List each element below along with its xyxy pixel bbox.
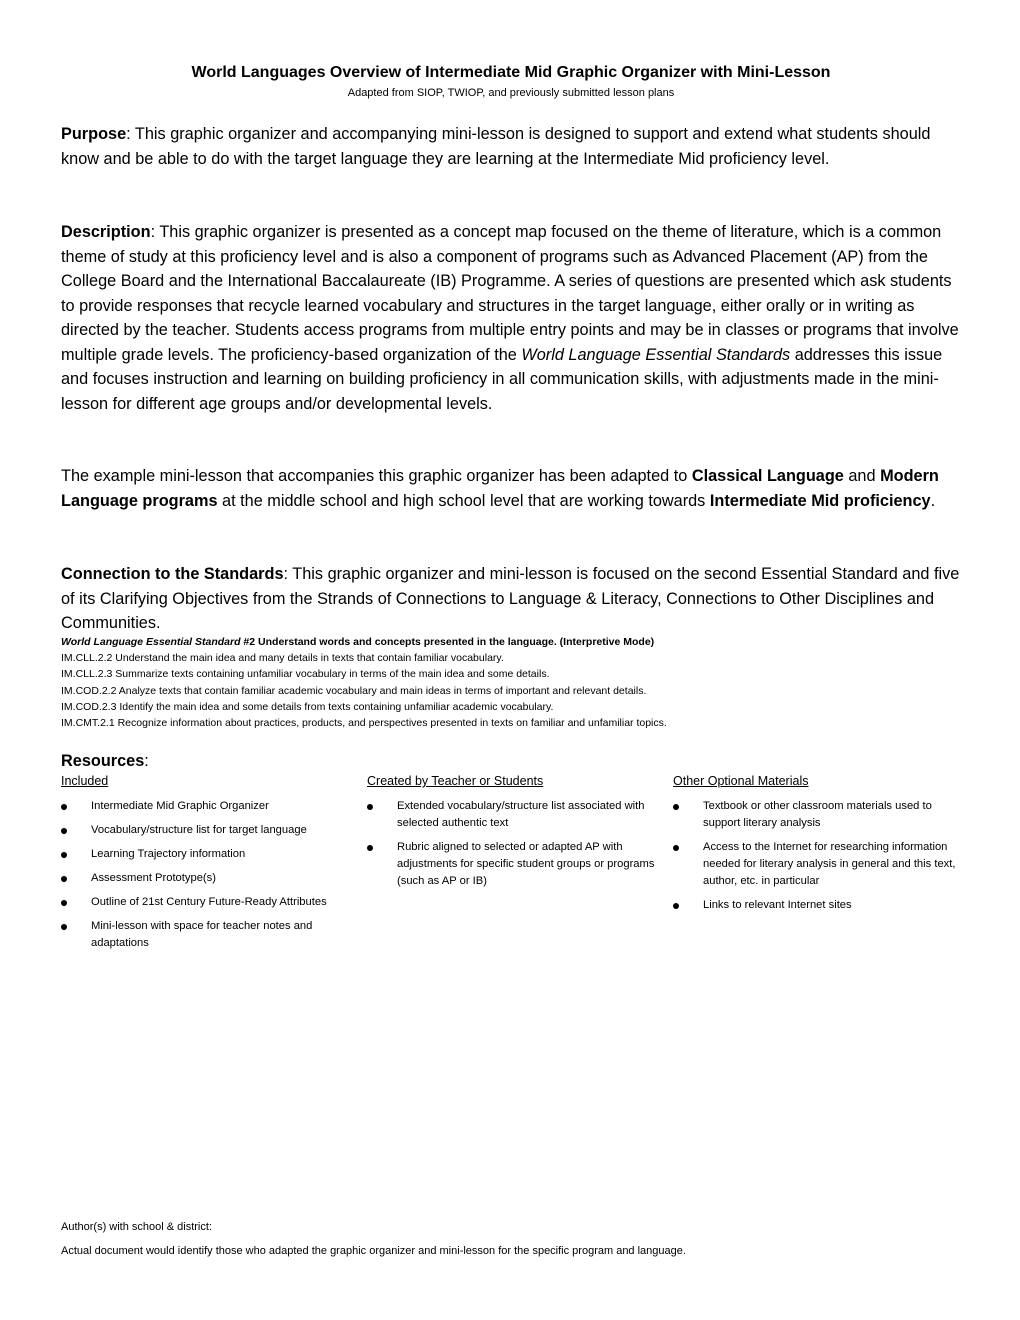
list-item (61, 798, 351, 815)
bullet-icon (61, 924, 67, 930)
objective-line: IM.COD.2.2 Analyze texts that contain familiar academic vocabulary and main ideas in terms of important and relevant details. (61, 684, 647, 697)
list-item (673, 839, 963, 890)
bullet-icon (673, 845, 679, 851)
bullet-icon (61, 828, 67, 834)
bullet-icon (673, 903, 679, 909)
list-item-text: Extended vocabulary/structure list associated with selected authentic text (397, 800, 645, 829)
resources-label: Resources (61, 752, 145, 770)
example-paragraph (61, 464, 961, 513)
connection-label: Connection to the Standards (61, 565, 284, 583)
list-item-text: Outline of 21st Century Future-Ready Attributes (91, 896, 327, 908)
purpose-paragraph (61, 122, 961, 171)
column-heading: Created by Teacher or Students (367, 774, 544, 788)
standard-bold: #2 Understand words and concepts presented in the language. (Interpretive Mode) (240, 636, 655, 648)
optional-list (673, 798, 963, 914)
connection-paragraph (61, 562, 961, 636)
classical-language-bold: Classical Language (691, 467, 844, 485)
column-heading: Other Optional Materials (673, 774, 809, 788)
standard-italic: World Language Essential Standard (61, 636, 241, 648)
description-paragraph (61, 220, 961, 416)
resources-column-included (61, 772, 351, 959)
list-item-text: Access to the Internet for researching information needed for literary analysis in general and this text, author, etc. in particular (703, 841, 956, 887)
resources-column-optional (673, 772, 963, 921)
list-item-text: Vocabulary/structure list for target language (91, 824, 307, 836)
bullet-icon (367, 804, 373, 810)
bullet-icon (367, 845, 373, 851)
description-text-2: addresses this issue and focuses instruction and learning on building proficiency in all communication skills, with adjustments made in the mini-lesson for different age groups and/or developmental levels. (61, 345, 943, 413)
list-item-text: Intermediate Mid Graphic Organizer (91, 800, 269, 812)
objective-line: IM.CLL.2.3 Summarize texts containing unfamiliar vocabulary in terms of the main idea and some details. (61, 668, 550, 681)
bullet-icon (61, 852, 67, 858)
list-item-text: Links to relevant Internet sites (703, 899, 852, 911)
list-item (673, 897, 963, 914)
description-text-1: : This graphic organizer is presented as a concept map focused on the theme of literature, which is a common theme of study at this proficiency level and is also a component of programs such as Advanced Placement (AP) from the College Board and the International Baccalaureate (IB) Programme. A series of questions are presented which ask students to provide responses that recycle learned vocabulary and structures in the target language, either orally or in writing as directed by the teacher. Students access programs from multiple entry points and may be in classes or programs that involve multiple grade levels. The proficiency-based organization of the (61, 223, 959, 364)
connection-text: : This graphic organizer and mini-lesson is focused on the second Essential Standard and five of its Clarifying Objectives from the Strands of Connections to Language & Literacy, Connections to Other Disciplines and Communities. (61, 565, 960, 632)
included-list (61, 798, 351, 952)
page-subtitle: Adapted from SIOP, TWIOP, and previously submitted lesson plans (347, 87, 675, 99)
list-item (61, 822, 351, 839)
list-item (673, 798, 963, 832)
bullet-icon (61, 804, 67, 810)
list-item (61, 894, 351, 911)
intermediate-mid-bold: Intermediate Mid proficiency (709, 491, 931, 510)
bullet-icon (61, 900, 67, 906)
list-item (367, 839, 657, 890)
list-item-text: Learning Trajectory information (91, 848, 246, 860)
author-note: Actual document would identify those who adapted the graphic organizer and mini-lesson for the specific program and language. (61, 1245, 686, 1257)
column-heading: Included (61, 774, 109, 788)
resources-heading (61, 749, 149, 773)
list-item (367, 798, 657, 832)
example-text-2: and (843, 467, 881, 485)
modern-language-bold: Modern Language programs (61, 467, 939, 510)
list-item-text: Mini-lesson with space for teacher notes and adaptations (91, 920, 313, 949)
list-item-text: Rubric aligned to selected or adapted AP with adjustments for specific student groups or programs (such as AP or IB) (397, 841, 655, 887)
author-label: Author(s) with school & district: (61, 1221, 212, 1233)
list-item (61, 846, 351, 863)
example-text-1: The example mini-lesson that accompanies this graphic organizer has been adapted to (61, 467, 692, 485)
page-title: World Languages Overview of Intermediate Mid Graphic Organizer with Mini-Lesson (191, 64, 831, 81)
list-item-text: Textbook or other classroom materials used to support literary analysis (703, 800, 932, 829)
bullet-icon (61, 876, 67, 882)
bullet-icon (673, 804, 679, 810)
standards-title-italic: World Language Essential Standards (521, 345, 791, 364)
list-item (61, 918, 351, 952)
purpose-text: : This graphic organizer and accompanying mini-lesson is designed to support and extend what students should know and be able to do with the target language they are learning at the Intermediate Mid proficiency level. (61, 125, 931, 168)
description-label: Description (61, 223, 151, 241)
standard-heading (61, 634, 961, 650)
resources-column-created (367, 772, 657, 897)
list-item-text: Assessment Prototype(s) (91, 872, 216, 884)
resources-colon: : (144, 752, 149, 770)
example-text-3: at the middle school and high school level that are working towards (217, 491, 710, 510)
objective-line: IM.COD.2.3 Identify the main idea and some details from texts containing unfamiliar academic vocabulary. (61, 700, 554, 713)
list-item (61, 870, 351, 887)
created-list (367, 798, 657, 890)
standard-block (61, 634, 961, 731)
example-text-4: . (930, 491, 936, 510)
objective-line: IM.CMT.2.1 Recognize information about practices, products, and perspectives presented in texts on familiar and unfamiliar topics. (61, 717, 667, 730)
objective-line: IM.CLL.2.2 Understand the main idea and many details in texts that contain familiar vocabulary. (61, 652, 504, 665)
purpose-label: Purpose (61, 125, 127, 143)
